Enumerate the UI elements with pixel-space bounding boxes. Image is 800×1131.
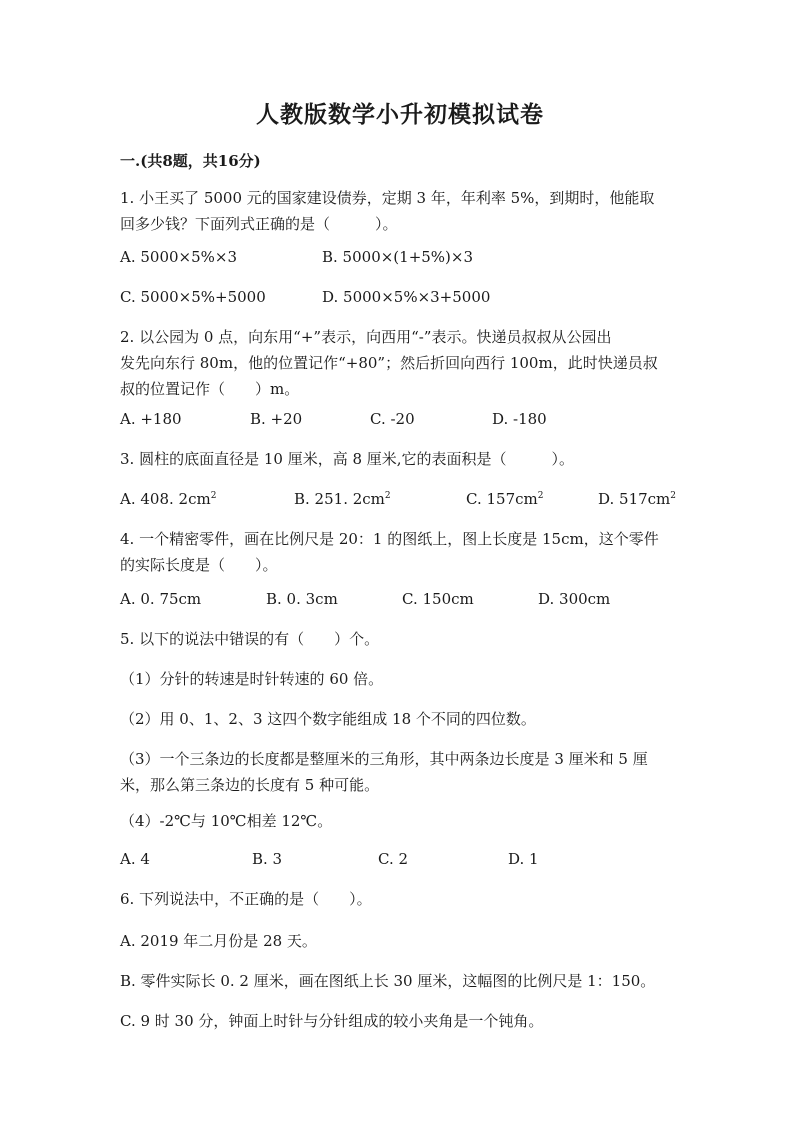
question-1-option-a: A. 5000×5%×3 — [120, 248, 238, 266]
question-2-stem — [120, 324, 690, 402]
question-5-statement-2: （2）用 0、1、2、3 这四个数字能组成 18 个不同的四位数。 — [120, 710, 536, 728]
question-4-stem-line-1: 4. 一个精密零件，画在比例尺是 20：1 的图纸上，图上长度是 15cm，这个零件 — [120, 530, 659, 548]
question-6-option-c: C. 9 时 30 分，钟面上时针与分针组成的较小夹角是一个钝角。 — [120, 1012, 544, 1030]
question-5-statement-3-line-2: 米，那么第三条边的长度有 5 种可能。 — [120, 776, 380, 794]
question-2-stem-line-2: 发先向东行 80m，他的位置记作“+80”；然后折回向西行 100m，此时快递员叔 — [120, 354, 658, 372]
question-5-statement-1: （1）分针的转速是时针转速的 60 倍。 — [120, 670, 384, 688]
question-5-statement-4: （4）-2℃与 10℃相差 12℃。 — [120, 812, 333, 830]
question-1-option-c: C. 5000×5%+5000 — [120, 288, 266, 306]
question-3-options — [120, 490, 720, 514]
question-6-option-b: B. 零件实际长 0. 2 厘米，画在图纸上长 30 厘米，这幅图的比例尺是 1：150。 — [120, 972, 656, 990]
question-4-stem-line-2: 的实际长度是（ ）。 — [120, 556, 278, 574]
question-5-statement-3 — [120, 746, 690, 798]
question-3-option-c-text: C. 157cm — [466, 490, 538, 508]
question-6-option-a: A. 2019 年二月份是 28 天。 — [120, 932, 317, 950]
question-1-option-d: D. 5000×5%×3+5000 — [322, 288, 491, 306]
question-3-option-c — [466, 490, 543, 508]
question-2-options — [120, 410, 720, 434]
question-2-option-a: A. +180 — [120, 410, 182, 428]
section-header: 一.(共8题，共16分) — [120, 152, 261, 170]
question-2-option-b: B. +20 — [250, 410, 303, 428]
question-4-option-c: C. 150cm — [402, 590, 474, 608]
question-4-option-d: D. 300cm — [538, 590, 611, 608]
question-5-statement-3-line-1: （3）一个三条边的长度都是整厘米的三角形，其中两条边长度是 3 厘米和 5 厘 — [120, 750, 648, 768]
question-3-option-c-sup: 2 — [537, 491, 544, 501]
question-1-stem — [120, 185, 690, 237]
question-3-option-d-text: D. 517cm — [598, 490, 671, 508]
question-3-option-a — [120, 490, 216, 508]
question-4-stem — [120, 526, 690, 578]
question-1-options-row-1 — [120, 248, 720, 272]
question-2-stem-line-1: 2. 以公园为 0 点，向东用“+”表示，向西用“-”表示。快递员叔叔从公园出 — [120, 328, 612, 346]
question-2-stem-line-3: 叔的位置记作（ ）m。 — [120, 380, 300, 398]
question-3-option-b-text: B. 251. 2cm — [294, 490, 385, 508]
question-3-option-b — [294, 490, 391, 508]
question-3-option-a-sup: 2 — [210, 491, 217, 501]
question-5-options — [120, 850, 720, 874]
question-5-option-a: A. 4 — [120, 850, 150, 868]
question-3-option-d-sup: 2 — [670, 491, 677, 501]
question-2-option-c: C. -20 — [370, 410, 415, 428]
question-5-option-d: D. 1 — [508, 850, 539, 868]
question-1-stem-line-1: 1. 小王买了 5000 元的国家建设债券，定期 3 年，年利率 5%，到期时，他能取 — [120, 189, 655, 207]
question-2-option-d: D. -180 — [492, 410, 547, 428]
question-4-options — [120, 590, 720, 614]
question-3-option-b-sup: 2 — [384, 491, 391, 501]
question-1-stem-line-2: 回多少钱？下面列式正确的是（ ）。 — [120, 215, 398, 233]
question-4-option-b: B. 0. 3cm — [266, 590, 338, 608]
question-4-option-a: A. 0. 75cm — [120, 590, 202, 608]
question-5-option-c: C. 2 — [378, 850, 409, 868]
page-title: 人教版数学小升初模拟试卷 — [256, 101, 544, 128]
question-1-options-row-2 — [120, 288, 720, 312]
question-6-stem: 6. 下列说法中，不正确的是（ ）。 — [120, 890, 372, 908]
question-5-stem: 5. 以下的说法中错误的有（ ）个。 — [120, 630, 380, 648]
question-3-option-a-text: A. 408. 2cm — [120, 490, 211, 508]
question-3-option-d — [598, 490, 676, 508]
question-1-option-b: B. 5000×(1+5%)×3 — [322, 248, 474, 266]
question-3-stem: 3. 圆柱的底面直径是 10 厘米，高 8 厘米,它的表面积是（ ）。 — [120, 450, 575, 468]
question-5-option-b: B. 3 — [252, 850, 283, 868]
